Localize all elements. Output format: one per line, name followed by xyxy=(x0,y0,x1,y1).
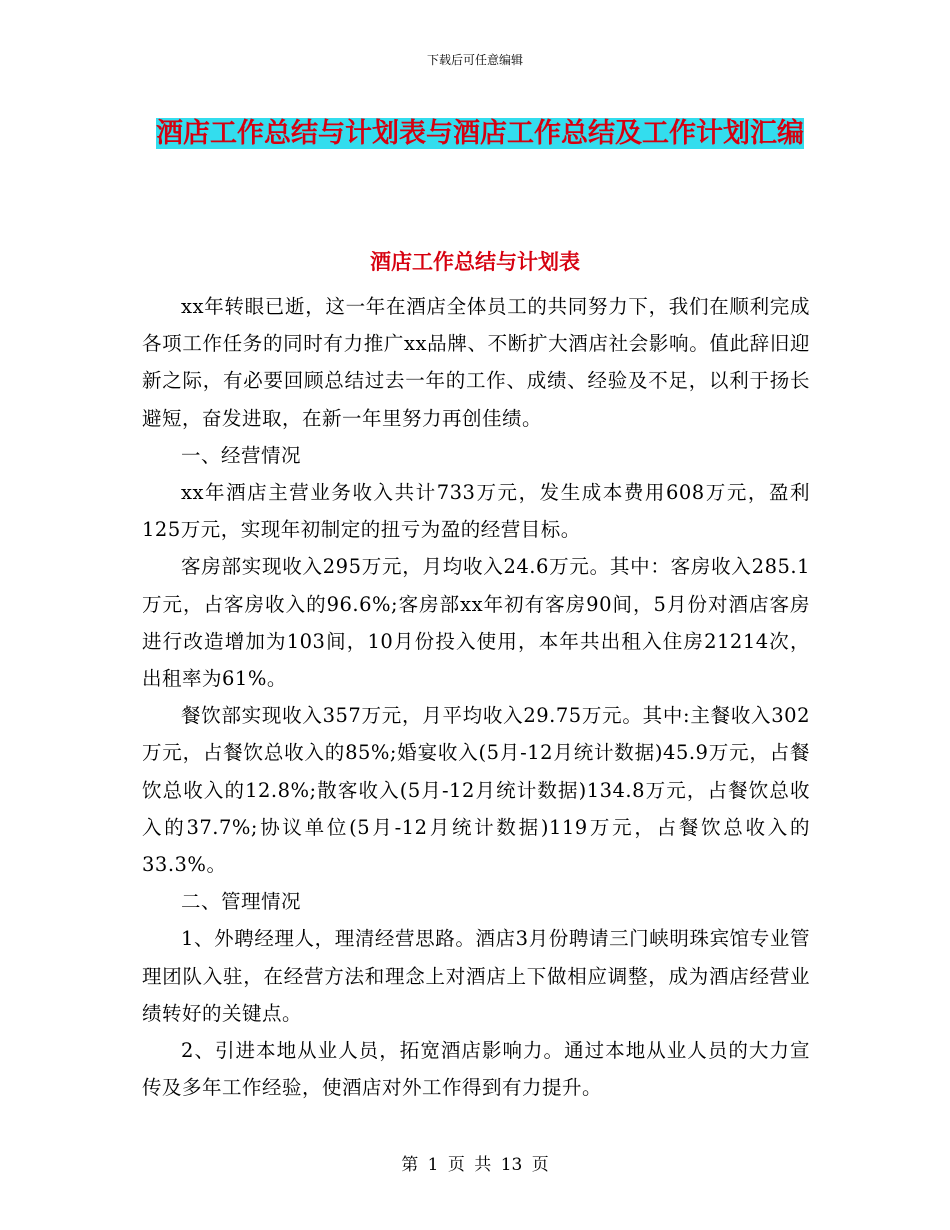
paragraph-rooms: 客房部实现收入295万元，月均收入24.6万元。其中：客房收入285.1万元，占客房收入的96.6%;客房部xx年初有客房90间，5月份对酒店客房进行改造增加为103间，10月份投入使用，本年共出租入住房21214次，出租率为61%。 xyxy=(142,555,810,691)
heading-business-status: 一、经营情况 xyxy=(181,443,302,467)
document-title-text: 酒店工作总结与计划表与酒店工作总结及工作计划汇编 xyxy=(156,118,804,149)
page-number-footer: 第 1 页 共 13 页 xyxy=(401,1155,549,1175)
paragraph-catering: 餐饮部实现收入357万元，月平均收入29.75万元。其中:主餐收入302万元，占餐饮总收入的85%;婚宴收入(5月-12月统计数据)45.9万元，占餐饮总收入的12.8%;散客收入(5月-12月统计数据)134.8万元，占餐饮总收入的37.7%;协议单位(5月-12月统计数据)119万元，占餐饮总收入的33.3%。 xyxy=(142,704,810,877)
paragraph-intro: xx年转眼已逝，这一年在酒店全体员工的共同努力下，我们在顺利完成各项工作任务的同时有力推广xx品牌、不断扩大酒店社会影响。值此辞旧迎新之际，有必要回顾总结过去一年的工作、成绩、经验及不足，以利于扬长避短，奋发进取，在新一年里努力再创佳绩。 xyxy=(142,295,810,430)
paragraph-management-1: 1、外聘经理人，理清经营思路。酒店3月份聘请三门峡明珠宾馆专业管理团队入驻，在经营方法和理念上对酒店上下做相应调整，成为酒店经营业绩转好的关键点。 xyxy=(142,927,810,1025)
paragraph-management-2: 2、引进本地从业人员，拓宽酒店影响力。通过本地从业人员的大力宣传及多年工作经验，使酒店对外工作得到有力提升。 xyxy=(142,1039,810,1100)
heading-management-status: 二、管理情况 xyxy=(181,890,302,914)
document-title xyxy=(140,112,820,156)
document-body xyxy=(142,288,810,1106)
page-header-note: 下载后可任意编辑 xyxy=(426,53,523,67)
paragraph-revenue: xx年酒店主营业务收入共计733万元，发生成本费用608万元，盈利125万元，实现年初制定的扭亏为盈的经营目标。 xyxy=(142,481,810,542)
section-title: 酒店工作总结与计划表 xyxy=(370,249,580,274)
